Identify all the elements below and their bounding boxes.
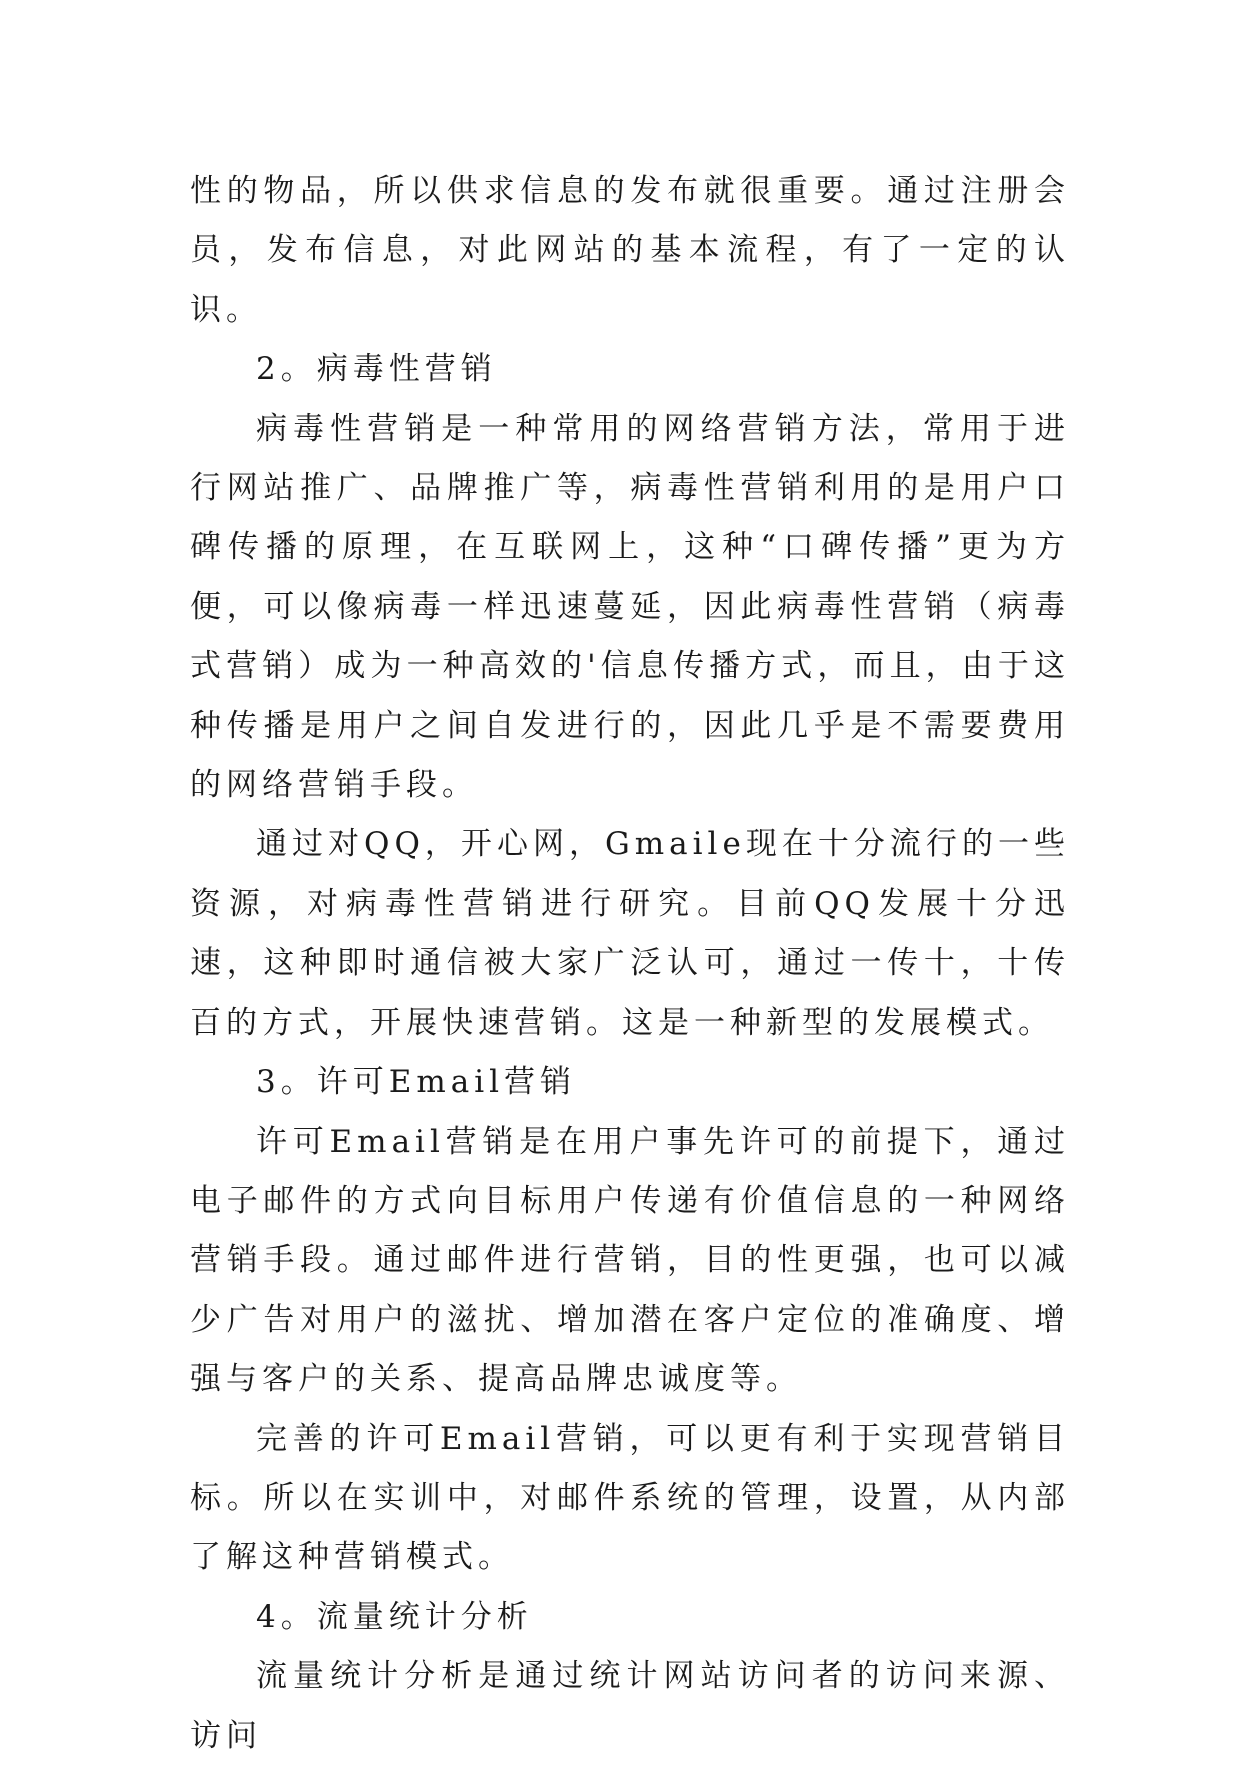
paragraph-continuation: 性的物品，所以供求信息的发布就很重要。通过注册会员，发布信息，对此网站的基本流程，有了一定的认识。 — [190, 173, 1070, 328]
section-heading-permission-email: 3。许可Email营销 — [256, 1064, 577, 1101]
paragraph-permission-email-definition: 许可Email营销是在用户事先许可的前提下，通过电子邮件的方式向目标用户传递有价值信息的一种网络营销手段。通过邮件进行营销，目的性更强，也可以减少广告对用户的滋扰、增加潜在客户定位的准确度、增强与客户的关系、提高品牌忠诚度等。 — [190, 1123, 1070, 1398]
paragraph-permission-email-practice: 完善的许可Email营销，可以更有利于实现营销目标。所以在实训中，对邮件系统的管理，设置，从内部了解这种营销模式。 — [190, 1420, 1070, 1576]
paragraph-viral-marketing-definition: 病毒性营销是一种常用的网络营销方法，常用于进行网站推广、品牌推广等，病毒性营销利用的是用户口碑传播的原理，在互联网上，这种“口碑传播”更为方便，可以像病毒一样迅速蔓延，因此病毒性营销（病毒式营销）成为一种高效的'信息传播方式，而且，由于这种传播是用户之间自发进行的，因此几乎是不需要费用的网络营销手段。 — [190, 410, 1070, 804]
paragraph-traffic-analysis-definition: 流量统计分析是通过统计网站访问者的访问来源、访问 — [190, 1658, 1070, 1754]
document-body — [190, 162, 1070, 1766]
section-heading-traffic-analysis: 4。流量统计分析 — [256, 1598, 533, 1635]
paragraph-viral-marketing-research: 通过对QQ，开心网，Gmaile现在十分流行的一些资源，对病毒性营销进行研究。目前QQ发展十分迅速，这种即时通信被大家广泛认可，通过一传十，十传百的方式，开展快速营销。这是一种新型的发展模式。 — [190, 826, 1070, 1041]
section-heading-viral-marketing: 2。病毒性营销 — [256, 351, 497, 388]
